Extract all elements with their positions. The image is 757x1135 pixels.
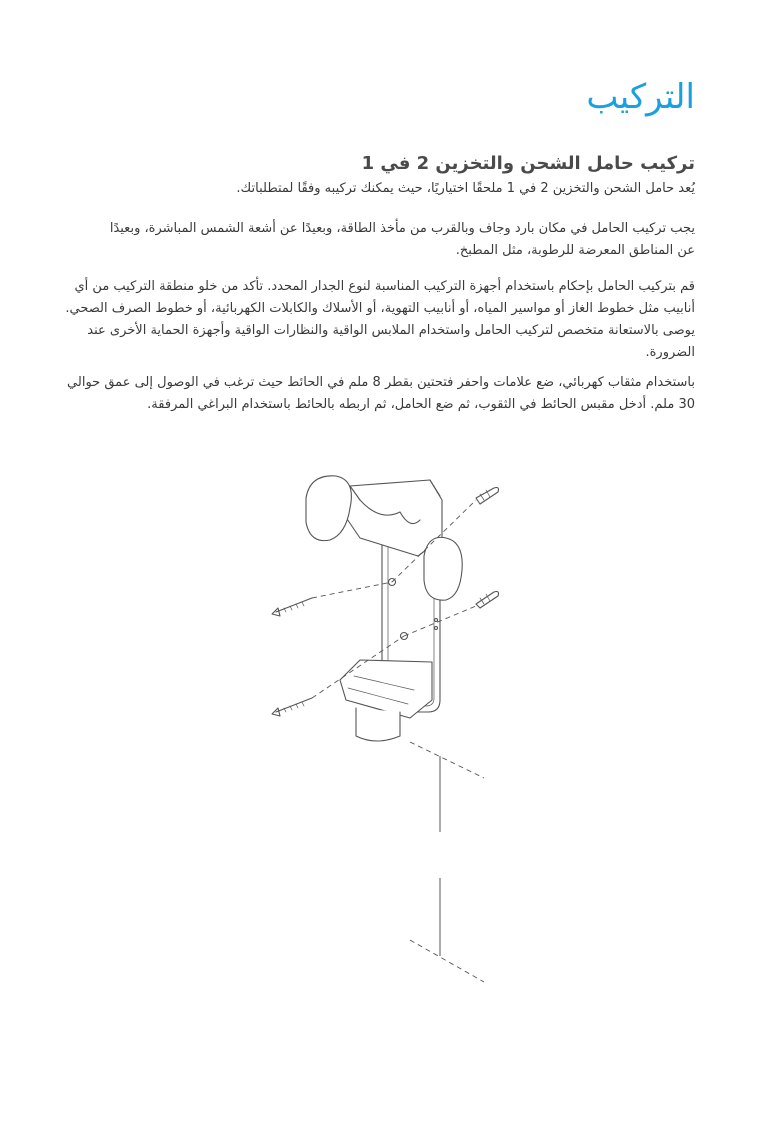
charging-base [340,660,432,718]
upper-screw [272,598,312,616]
base-cylinder [356,708,400,741]
holder-installation-illustration [250,462,520,992]
intro-paragraph: يُعد حامل الشحن والتخزين 2 في 1 ملحقًا اختياريًا، حيث يمكنك تركيبه وفقًا لمتطلباتك. [236,181,695,196]
upper-wall-plug [476,488,499,505]
safety-paragraph: قم بتركيب الحامل بإحكام باستخدام أجهزة التركيب المناسبة لنوع الجدار المحدد. تأكد من خلو منطقة التركيب من أي أنابيب مثل خطوط الغاز أو مواسير المياه، أو أنابيب التهوية، أو الأسلاك والكابلات الكهربائية، أو خطوط الصرف الصحي. يوصى بالاستعانة متخصص لتركيب الحامل واستخدام الملابس الواقية والنظارات الواقية وأجهزة الحماية الأخرى عند الضرورة. [65,279,695,360]
right-knob [424,537,462,600]
drilling-paragraph: باستخدام مثقاب كهربائي، ضع علامات واحفر فتحتين بقطر 8 ملم في الحائط حيث ترغب في الوصول إلى عمق حوالي 30 ملم. أدخل مقبس الحائط في الثقوب، ثم ضع الحامل، ثم اربطه بالحائط باستخدام البراغي المرفقة. [67,375,695,412]
section-subtitle: تركيب حامل الشحن والتخزين 2 في 1 [361,152,695,174]
lower-screw [272,698,312,716]
page-title: التركيب [586,76,695,117]
location-paragraph: يجب تركيب الحامل في مكان بارد وجاف وبالقرب من مأخذ الطاقة، وبعيدًا عن أشعة الشمس المباشرة، وبعيدًا عن المناطق المعرضة للرطوبة، مثل المطبخ. [109,221,695,258]
left-knob [306,476,351,541]
middle-wall-plug [476,592,499,609]
